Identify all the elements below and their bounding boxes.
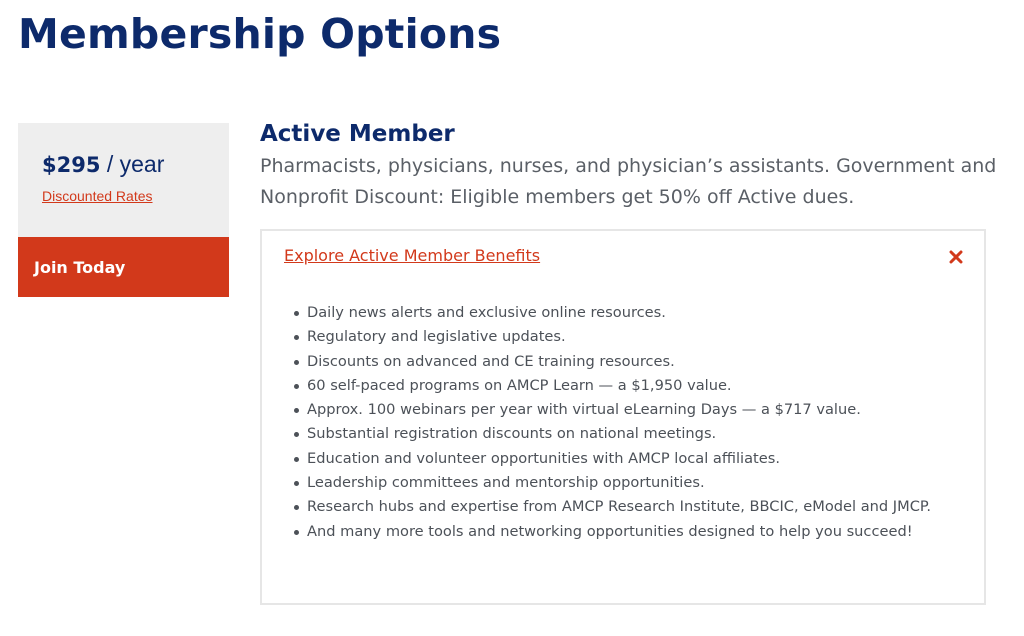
- join-today-button[interactable]: Join Today: [18, 237, 229, 297]
- list-item: Research hubs and expertise from AMCP Research Institute, BBCIC, eModel and JMCP.: [307, 495, 931, 519]
- list-item: Discounts on advanced and CE training resources.: [307, 350, 931, 374]
- list-item: Leadership committees and mentorship opportunities.: [307, 471, 931, 495]
- list-item: Regulatory and legislative updates.: [307, 325, 931, 349]
- price-card: [18, 123, 229, 237]
- list-item: Education and volunteer opportunities with AMCP local affiliates.: [307, 447, 931, 471]
- list-item: Daily news alerts and exclusive online resources.: [307, 301, 931, 325]
- price-amount: $295: [42, 153, 101, 177]
- member-description: Pharmacists, physicians, nurses, and physician’s assistants. Government and Nonprofit Discount: Eligible members get 50% off Active dues.: [260, 155, 997, 208]
- page-title: Membership Options: [18, 10, 502, 58]
- close-icon: [949, 250, 963, 264]
- list-item: Substantial registration discounts on national meetings.: [307, 422, 931, 446]
- explore-benefits-link[interactable]: Explore Active Member Benefits: [284, 246, 541, 265]
- benefits-panel: [260, 229, 986, 605]
- list-item: 60 self-paced programs on AMCP Learn — a $1,950 value.: [307, 374, 931, 398]
- close-button[interactable]: [944, 245, 968, 269]
- price-line: [42, 151, 164, 178]
- list-item: And many more tools and networking opportunities designed to help you succeed!: [307, 520, 931, 544]
- member-title: Active Member: [260, 121, 455, 147]
- benefits-list: [307, 301, 931, 544]
- list-item: Approx. 100 webinars per year with virtual eLearning Days — a $717 value.: [307, 398, 931, 422]
- price-period: / year: [100, 151, 165, 177]
- discounted-rates-link[interactable]: Discounted Rates: [42, 188, 153, 204]
